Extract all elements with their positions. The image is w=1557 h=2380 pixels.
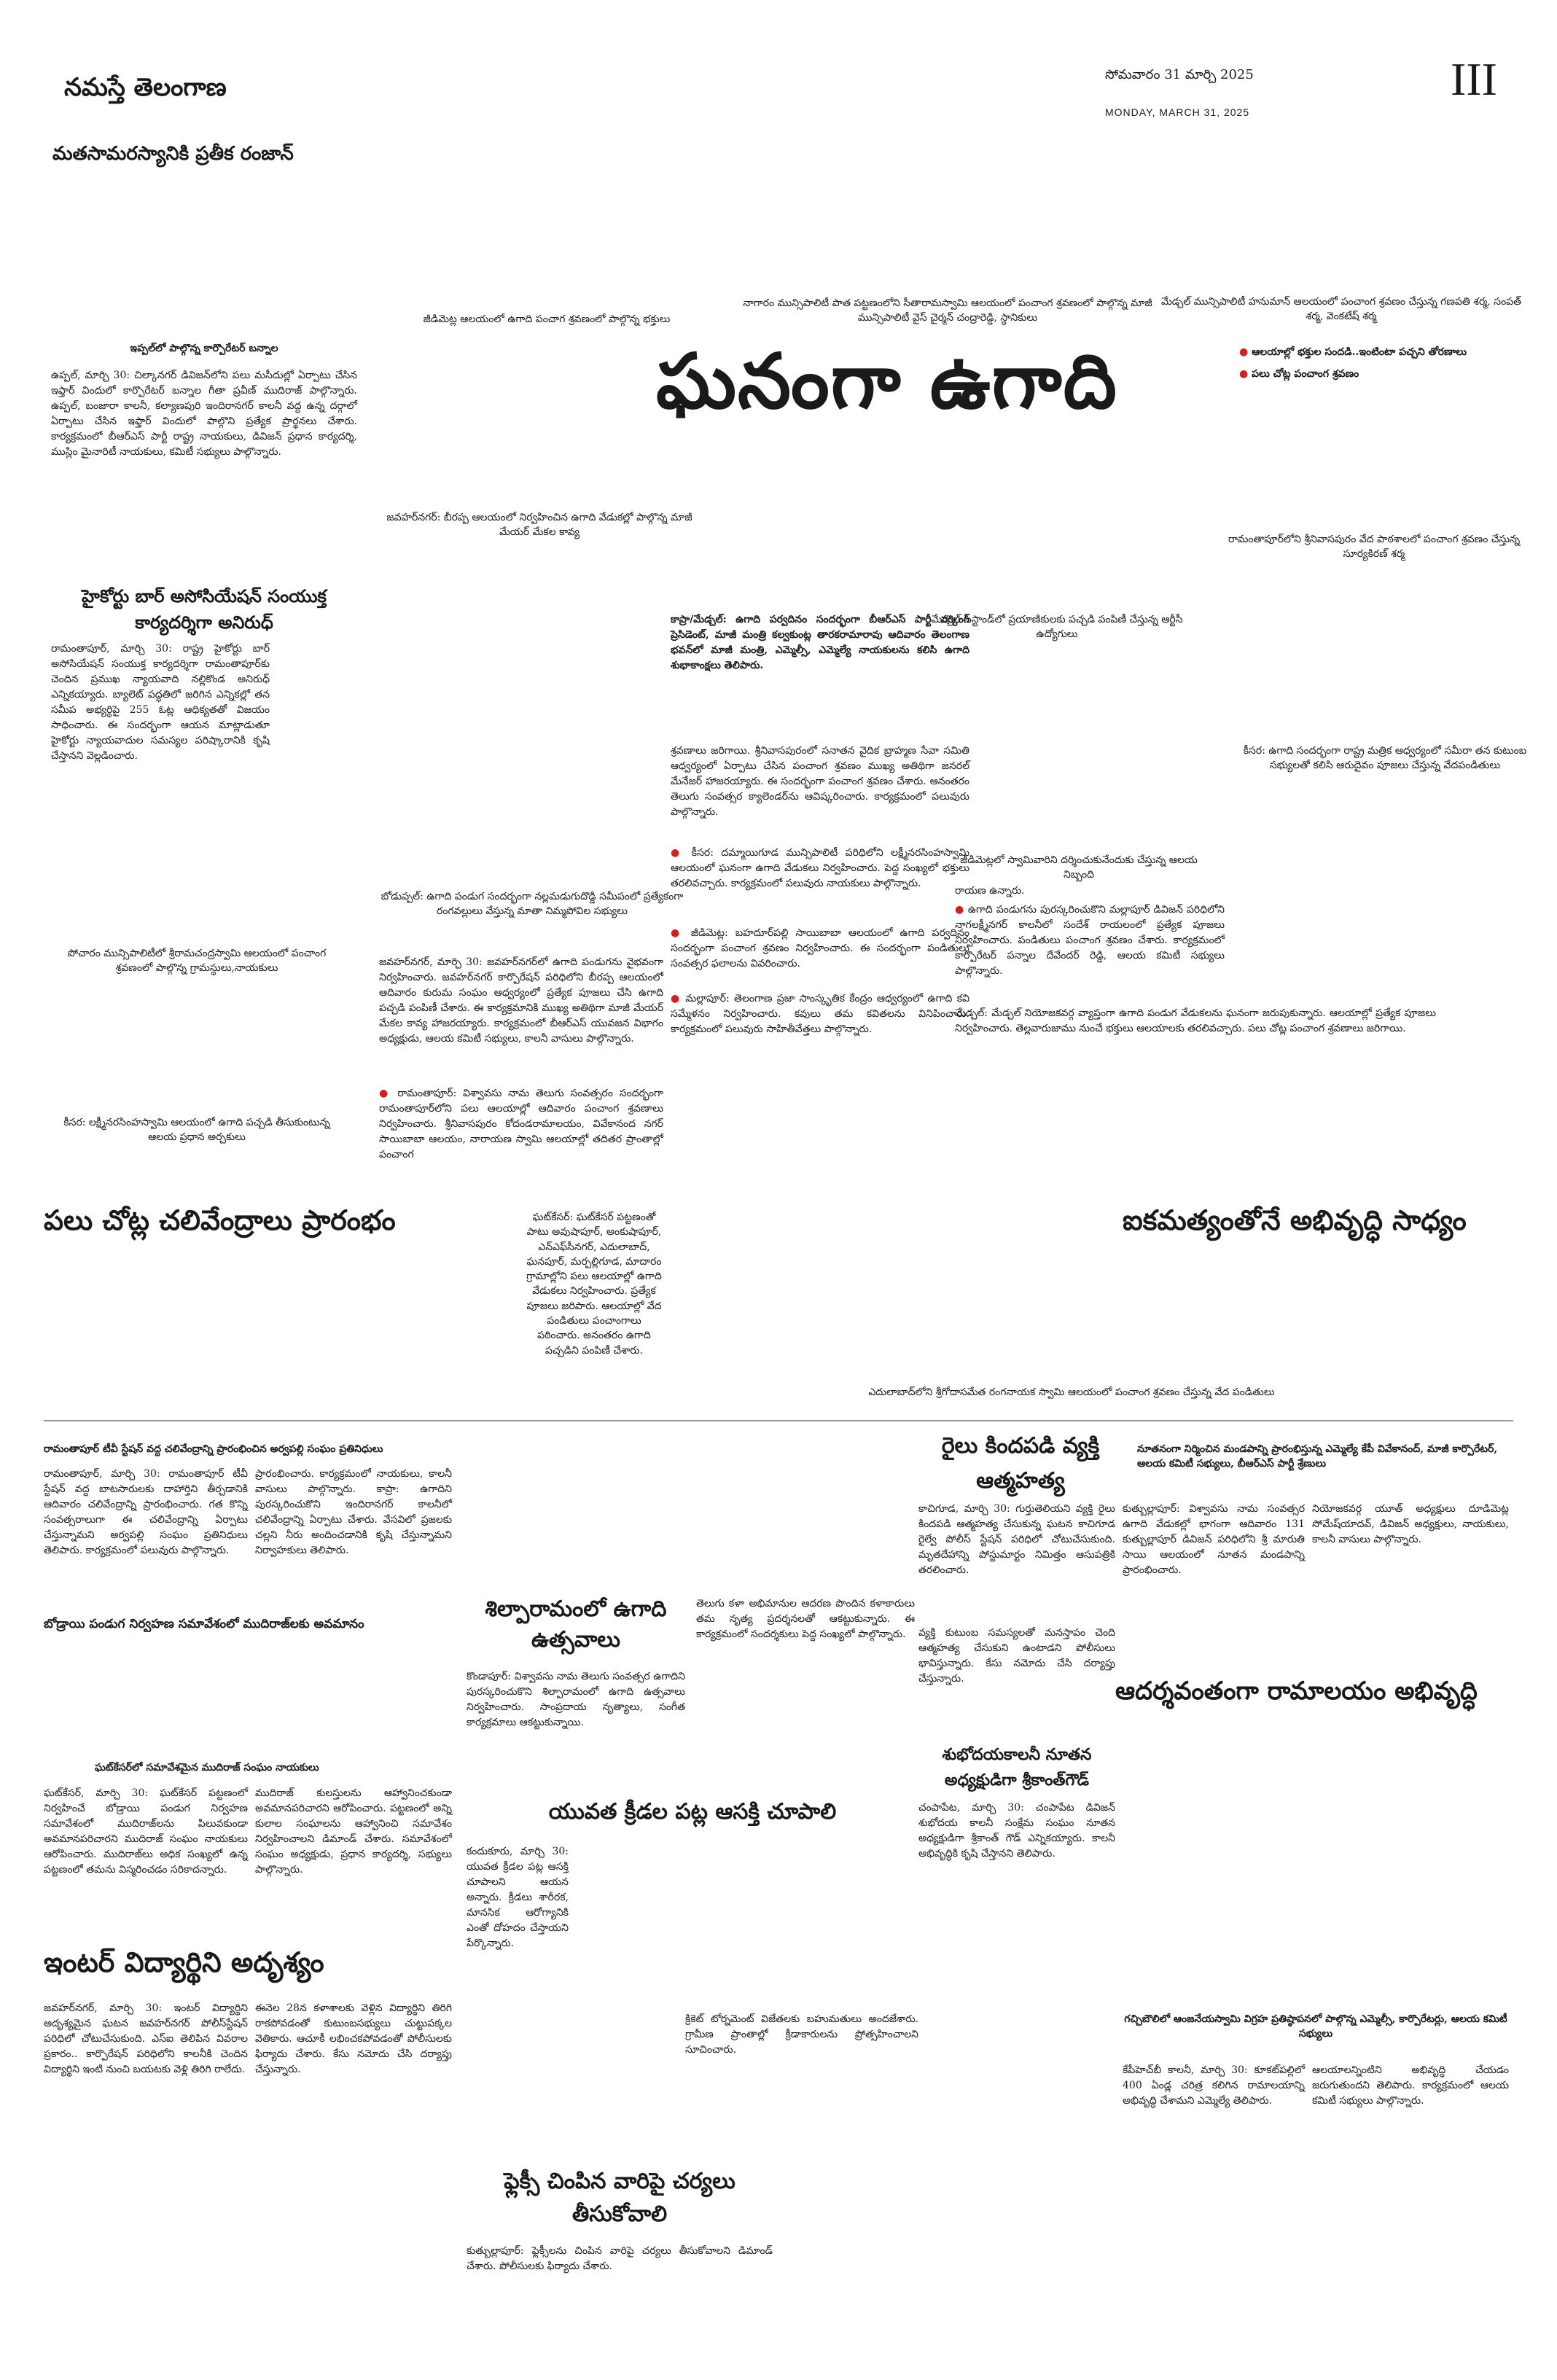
- article-headline: ఇంటర్ విద్యార్థిని అదృశ్యం: [44, 1946, 324, 1978]
- article-body: ఘట్‌కేసర్: ఘట్‌కేసర్ పట్టణంతో పాటు అవుషాపూర్, అంకుషాపూర్, ఎన్ఎఫ్‌సీనగర్, ఎదులాబాద్, ఘనపూర్, మర్పల్లిగూడ, మాదారం గ్రామాల్లోని పలు ఆలయాల్లో ఉగాది వేడుకలు నిర్వహించారు. ప్రత్యేక పూజలు జరిపారు. ఆలయాల్లో వేద పండితులు పంచాంగాలు పఠించారు. అనంతరం ఉగాది పచ్చడిని పంపిణీ చేశారు.: [526, 1212, 662, 1357]
- photo-caption: బోడుప్పల్: ఉగాది పండుగ సందర్భంగా నల్లమడుగుదొడ్డి సమీపంలో ప్రత్యేకంగా రంగవల్లులు వేస్తున్న మాతా నిమ్మపోవిల సభ్యులు: [381, 891, 684, 918]
- article-body: నియోజకవర్గ యూత్ అధ్యక్షులు దూడిమెట్ల సోమేష్‌యాదవ్, డివిజన్ అధ్యక్షులు, నాయకులు, కాలనీ వాసులు పాల్గొన్నారు.: [1312, 1503, 1509, 1545]
- highlight-item: ● పలు చోట్ల పంచాంగ శ్రవణం: [1239, 366, 1359, 382]
- article-headline: శిల్పారామంలో ఉగాది ఉత్సవాలు: [485, 1596, 667, 1653]
- photo-caption: మేడ్చల్ మున్సిపాలిటీ హనుమాన్ ఆలయంలో పంచాంగ శ్రవణం చేస్తున్న గణపతి శర్మ, సంపత్ శర్మ, వెంకటేష్ శర్మ: [1160, 296, 1522, 323]
- date-english: MONDAY, MARCH 31, 2025: [1105, 106, 1250, 118]
- article-body: ● కీసర: దమ్మాయిగూడ మున్సిపాలిటీ పరిధిలోని లక్ష్మీనరసింహస్వామి ఆలయంలో ఘనంగా ఉగాది వేడుకలు నిర్వహించారు. పెద్ద సంఖ్యలో భక్తులు తరలివచ్చారు. కార్యక్రమంలో పలువురు నాయకులు పాల్గొన్నారు.: [671, 846, 969, 891]
- article-body: ఈనెల 28న కళాశాలకు వెళ్లిన విద్యార్థిని తిరిగి రాకపోవడంతో కుటుంబసభ్యులు చుట్టుపక్కల వెతికారు. ఆచూకీ లభించకపోవడంతో పోలీసులకు ఫిర్యాదు చేశారు. కేసు నమోదు చేసి దర్యాప్తు చేస్తున్నారు.: [255, 2002, 452, 2075]
- photo-caption: ఘట్‌కేసర్‌లో సమావేశమైన ముదిరాజ్ సంఘం నాయకులు: [95, 1762, 319, 1774]
- article-body: కుత్బుల్లాపూర్: విశ్వావసు నామ సంవత్సర ఉగాది వేడుకల్లో భాగంగా ఆదివారం 131 కుత్బుల్లాపూర్ డివిజన్ పరిధిలోని శ్రీ మారుతి సాయి ఆలయంలో నూతన మండపాన్ని ప్రారంభించారు.: [1123, 1503, 1305, 1576]
- article-headline: యువత క్రీడల పట్ల ఆసక్తి చూపాలి: [548, 1799, 837, 1825]
- photo-caption: రామంతాపూర్‌లోని శ్రీనివాసపురం వేద పాఠశాలలో పంచాంగ శ్రవణం చేస్తున్న సూర్యకిరణ్ శర్మ: [1228, 534, 1521, 561]
- photo-caption: మేడ్చల్ బస్టాండ్‌లో ప్రయాణికులకు పచ్చడి పంపిణీ చేస్తున్న ఆర్టీసీ ఉద్యోగులు: [931, 614, 1183, 641]
- article-headline: పలు చోట్ల చలివేంద్రాలు ప్రారంభం: [44, 1204, 396, 1236]
- masthead: నమస్తే తెలంగాణ: [64, 73, 227, 102]
- page-number: III: [1451, 53, 1497, 105]
- article-headline: ఆదర్శవంతంగా రామాలయం అభివృద్ధి: [1115, 1677, 1478, 1706]
- photo-caption: నూతనంగా నిర్మించిన మండపాన్ని ప్రారంభిస్తున్న ఎమ్మెల్యే కేపీ వివేకానంద్, మాజీ కార్పొరేటర్, ఆలయ కమిటీ సభ్యులు, బీఆర్ఎస్ పార్టీ శ్రేణులు: [1137, 1443, 1498, 1470]
- article-body: ● రామంతాపూర్: విశ్వావసు నామ తెలుగు సంవత్సరం సందర్భంగా రామంతాపూర్‌లోని పలు ఆలయాల్లో ఆదివారం పంచాంగ శ్రవణాలు నిర్వహించారు. శ్రీనివాసపురం కోదండరామాలయం, వివేకానంద నగర్ సాయిబాబా ఆలయం, నారాయణ స్వామి ఆలయాల్లో తదితర ప్రాంతాల్లో పంచాంగ: [379, 1086, 663, 1163]
- photo-caption: ఎదులాబాద్‌లోని శ్రీగోదాసమేత రంగనాయక స్వామి ఆలయంలో పంచాంగ శ్రవణం చేస్తున్న వేద పండితులు: [868, 1386, 1275, 1398]
- photo-area: [576, 1844, 802, 1983]
- article-body: వ్యక్తి కుటుంబ సమస్యలతో మనస్తాపం చెంది ఆత్మహత్య చేసుకుని ఉంటాడని పోలీసులు భావిస్తున్నారు. కేసు నమోదు చేసి దర్యాప్తు చేస్తున్నారు.: [918, 1627, 1115, 1685]
- article-body: ప్రారంభించారు. కార్యక్రమంలో నాయకులు, కాలనీ వాసులు పాల్గొన్నారు. కాప్రా: ఉగాదిని పురస్కరించుకొని ఇందిరానగర్ కాలనీలో చలివేంద్రాన్ని ఏర్పాటు చేశారు. వేసవిలో ప్రజలకు చల్లని నీరు అందించడానికి కృషి చేస్తున్నామని నిర్వాహకులు తెలిపారు.: [255, 1468, 452, 1556]
- article-lead: కాప్రా/మేడ్చల్: ఉగాది పర్వదినం సందర్భంగా బీఆర్ఎస్ పార్టీ వర్కింగ్ ప్రెసిడెంట్, మాజీ మంత్రి కల్వకుంట్ల తారకరామారావు ఆదివారం తెలంగాణ భవన్‌లో మాజీ మంత్రి, ఎమ్మెల్సీ, ఎమ్మెల్యే నాయకులను కలిసి ఉగాది శుభాకాంక్షలు తెలిపారు.: [671, 614, 969, 671]
- article-body: ● ఉగాది పండుగను పురస్కరించుకొని మల్లాపూర్ డివిజన్ పరిధిలోని నాగలక్ష్మీనగర్ కాలనీలో సందేశ్ రాయలంలో ప్రత్యేక పూజలు నిర్వహించారు. పండితులు పంచాంగ శ్రవణం చేశారు. కార్యక్రమంలో కార్పొరేటర్ పన్నాల దేవేందర్ రెడ్డి, ఆలయ కమిటీ సభ్యులు పాల్గొన్నారు.: [955, 902, 1225, 979]
- article-body: ● జీడిమెట్ల: బహదూర్‌పల్లి సాయిబాబా ఆలయంలో ఉగాది పర్వదినం సందర్భంగా పంచాంగ శ్రవణం నిర్వహించారు. ఈ సందర్భంగా పండితులు సంవత్సర ఫలాలను వివరించారు.: [671, 926, 969, 972]
- photo-caption: గచ్చిబౌలిలో ఆంజనేయస్వామి విగ్రహ ప్రతిష్ఠాపనలో పాల్గొన్న ఎమ్మెల్సీ, కార్పొరేటర్లు, ఆలయ కమిటీ సభ్యులు: [1124, 2013, 1507, 2040]
- article-body: జవహర్‌నగర్, మార్చి 30: ఇంటర్ విద్యార్థిని అదృశ్యమైన ఘటన జవహర్‌నగర్ పోలీస్‌స్టేషన్ పరిధిలో చోటుచేసుకుంది. ఎస్ఐ తెలిపిన వివరాల ప్రకారం.. కార్పొరేషన్ పరిధిలోని కాలనీకి చెందిన విద్యార్థిని ఇంటి నుంచి బయటకు వెళ్లి తిరిగి రాలేదు.: [44, 2002, 248, 2075]
- article-headline: ఫ్లెక్సీ చింపిన వారిపై చర్యలు తీసుకోవాలి: [504, 2169, 735, 2227]
- photo-caption: ఇప్పల్‌లో పాల్గొన్న కార్పొరేటర్ బన్నాల: [130, 343, 278, 354]
- article-headline: శుభోదయకాలనీ నూతన అధ్యక్షుడిగా శ్రీకాంత్‌గౌడ్: [942, 1746, 1092, 1790]
- article-body: కందుకూరు, మార్చి 30: యువత క్రీడల పట్ల ఆసక్తి చూపాలని ఆయన అన్నారు. క్రీడలు శారీరక, మానసిక ఆరోగ్యానికి ఎంతో దోహదం చేస్తాయని పేర్కొన్నారు.: [467, 1846, 569, 1949]
- article-body: చంపాపేట, మార్చి 30: చంపాపేట డివిజన్ శుభోదయ కాలనీ సంక్షేమ సంఘం నూతన అధ్యక్షుడిగా శ్రీకాంత్ గౌడ్ ఎన్నికయ్యారు. కాలనీ అభివృద్ధికి కృషి చేస్తానని తెలిపారు.: [918, 1802, 1115, 1860]
- article-body: ముదిరాజ్ కులస్తులను ఆహ్వానించకుండా అవమానపరిచారని ఆరోపించారు. పట్టణంలో అన్ని కులాల సంఘాలను ఆహ్వానించి సమావేశం నిర్వహించాలని డిమాండ్ చేశారు. సమావేశంలో సంఘం అధ్యక్షుడు, ప్రధాన కార్యదర్శి, సభ్యులు పాల్గొన్నారు.: [255, 1787, 452, 1876]
- photo-caption: రామంతాపూర్ టీవీ స్టేషన్ వద్ద చలివేంద్రాన్ని ప్రారంభించిన అర్వపల్లి సంఘం ప్రతినిధులు: [44, 1443, 383, 1455]
- photo-caption: జవహర్‌నగర్: బీరప్ప ఆలయంలో నిర్వహించిన ఉగాది వేడుకల్లో పాల్గొన్న మాజీ మేయర్ మేకల కావ్య: [386, 512, 692, 539]
- article-body: కాచిగూడ, మార్చి 30: గుర్తుతెలియని వ్యక్తి రైలు కిందపడి ఆత్మహత్య చేసుకున్న ఘటన కాచిగూడ రైల్వే పోలీస్ స్టేషన్ పరిధిలో చోటుచేసుకుంది. మృతదేహాన్ని పోస్టుమార్టం నిమిత్తం ఆసుపత్రికి తరలించారు.: [918, 1503, 1115, 1576]
- highlight-item: ● ఆలయాల్లో భక్తుల సందడి..ఇంటింటా పచ్చని తోరణాలు: [1239, 344, 1467, 360]
- article-body: కేపీహెచ్‌బీ కాలనీ, మార్చి 30: కూకట్‌పల్లిలో 400 ఏండ్ల చరిత్ర కలిగిన రామాలయాన్ని అభివృద్ధి చేశామని ఎమ్మెల్యే తెలిపారు.: [1123, 2064, 1305, 2107]
- article-body: రామంతాపూర్, మార్చి 30: రామంతాపూర్ టీవీ స్టేషన్ వద్ద బాటసారులకు దాహార్తిని తీర్చడానికి ఆదివారం చలివేంద్రాన్ని ప్రారంభించారు. గత కొన్ని సంవత్సరాలుగా ఈ చలివేంద్రాన్ని ఏర్పాటు చేస్తున్నామని అర్వపల్లి సంఘం ప్రతినిధులు తెలిపారు. కార్యక్రమంలో పలువురు పాల్గొన్నారు.: [44, 1468, 248, 1556]
- photo-caption: జీడిమెట్లలో స్వామివారిని దర్శించుకునేందుకు చేస్తున్న ఆలయ నిబ్బంది: [960, 854, 1198, 881]
- article-body: ఉప్పల్, మార్చి 30: చిల్కానగర్ డివిజన్‌లోని పలు మసీదుల్లో ఏర్పాటు చేసిన ఇఫ్తార్ విందులో కార్పొరేటర్ బన్నాల గీతా ప్రవీణ్ ముదిరాజ్ పాల్గొన్నారు. ఉప్పల్, బంజారా కాలనీ, కల్యాణపురి ఇందిరానగర్ కాలనీ వద్ద ఉన్న దర్గాలో ఏర్పాటు చేసిన ఇఫ్తార్ విందులో పాల్గొని ప్రత్యేక ప్రార్థనలు చేశారు. కార్యక్రమంలో బీఆర్ఎస్ పార్టీ రాష్ట్ర నాయకులు, డివిజన్ ప్రధాన కార్యదర్శి, ముస్లిం మైనారిటీ నాయకులు, కమిటీ సభ్యులు పాల్గొన్నారు.: [51, 370, 357, 458]
- article-headline: రైలు కిందపడి వ్యక్తి ఆత్మహత్య: [941, 1433, 1100, 1494]
- article-headline: హైకోర్టు బార్ అసోసియేషన్ సంయుక్త కార్యదర్శిగా అనిరుధ్: [82, 586, 327, 633]
- section-subtitle: మతసామరస్యానికి ప్రతీక రంజాన్: [52, 143, 294, 165]
- article-body: మేడ్చల్: మేడ్చల్ నియోజకవర్గ వ్యాప్తంగా ఉగాది పండుగ వేడుకలను ఘనంగా జరుపుకున్నారు. ఆలయాల్లో ప్రత్యేక పూజలు నిర్వహించారు. తెల్లవారుజాము నుంచే భక్తులు ఆలయాలకు తరలివచ్చారు. పలు చోట్ల పంచాంగ శ్రవణాలు జరిగాయి.: [955, 1007, 1436, 1034]
- divider: [44, 1420, 1513, 1421]
- photo-caption: కీసర: ఉగాది సందర్భంగా రాష్ట్ర మత్రిక ఆధ్వర్యంలో సమీరా తన కుటుంబ సభ్యులతో కలిసి ఆరుదైవం పూజలు చేస్తున్న వేదపండితులు: [1243, 745, 1527, 772]
- main-headline: ఘనంగా ఉగాది: [656, 337, 1118, 426]
- article-headline: ఐకమత్యంతోనే అభివృద్ధి సాధ్యం: [1123, 1204, 1467, 1236]
- photo-area: [44, 182, 364, 343]
- article-body: ఆలయాలన్నింటిని అభివృద్ధి చేయడం జరుగుతుందని తెలిపారు. కార్యక్రమంలో ఆలయ కమిటీ సభ్యులు పాల్గొన్నారు.: [1312, 2064, 1509, 2107]
- article-headline: బోడ్రాయి పండుగ నిర్వహణ సమావేశంలో ముదిరాజ్‌లకు అవమానం: [44, 1617, 364, 1631]
- article-body: కొండాపూర్: విశ్వావసు నామ తెలుగు సంవత్సర ఉగాదిని పురస్కరించుకొని శిల్పారామంలో ఉగాది ఉత్సవాలు నిర్వహించారు. సాంప్రదాయ నృత్యాలు, సంగీత కార్యక్రమాలు ఆకట్టుకున్నాయి.: [467, 1671, 685, 1728]
- photo-caption: నాగారం మున్సిపాలిటీ పాత పట్టణంలోని సీతారామస్వామి ఆలయంలో పంచాంగ శ్రవణంలో పాల్గొన్న మాజీ మున్సిపాలిటీ వైస్ చైర్మన్ చంద్రారెడ్డి, స్థానికులు: [743, 297, 1152, 324]
- photo-area: [44, 1640, 467, 1749]
- article-body: ఘట్‌కేసర్, మార్చి 30: ఘట్‌కేసర్ పట్టణంలో నిర్వహించే బోడ్రాయి పండుగ నిర్వహణ సమావేశంలో ముదిరాజ్‌లను పిలువకుండా అవమానపరిచారని ముదిరాజ్ సంఘం నాయకులు ఆరోపించారు. ముదిరాజ్‌లు అధిక సంఖ్యలో ఉన్న పట్టణంలో తమను విస్మరించడం సరికాదన్నారు.: [44, 1787, 248, 1876]
- article-body: ● మల్లాపూర్: తెలంగాణ ప్రజా సాంస్కృతిక కేంద్రం ఆధ్వర్యంలో ఉగాది కవి సమ్మేళనం నిర్వహించారు. కవులు తమ కవితలను వినిపించారు. కార్యక్రమంలో పలువురు సాహితీవేత్తలు పాల్గొన్నారు.: [671, 991, 969, 1037]
- article-body: రామంతాపూర్, మార్చి 30: రాష్ట్ర హైకోర్టు బార్ అసోసియేషన్ సంయుక్త కార్యదర్శిగా రామంతాపూర్‌కు చెందిన ప్రముఖ న్యాయవాది నల్లికొండ అనిరుధ్ ఎన్నికయ్యారు. బ్యాలెట్ పద్ధతిలో జరిగిన ఎన్నికల్లో తన సమీప అభ్యర్థిపై 255 ఓట్ల ఆధిక్యతతో విజయం సాధించారు. ఈ సందర్భంగా ఆయన మాట్లాడుతూ హైకోర్టు న్యాయవాదుల సమస్యల పరిష్కారానికి కృషి చేస్తానని వెల్లడించారు.: [51, 643, 270, 762]
- photo-caption: కీసర: లక్ష్మీనరసింహస్వామి ఆలయంలో ఉగాది పచ్చడి తీసుకుంటున్న ఆలయ ప్రధాన అర్చకులు: [63, 1117, 330, 1144]
- article-body: తెలుగు కళా అభిమానుల ఆదరణ పొందిన కళాకారులు తమ నృత్య ప్రదర్శనలతో ఆకట్టుకున్నారు. ఈ కార్యక్రమంలో సందర్శకులు పెద్ద సంఖ్యలో పాల్గొన్నారు.: [696, 1598, 915, 1640]
- article-body: రాయణ ఉన్నారు.: [955, 885, 1025, 897]
- photo-caption: పోచారం మున్సిపాలిటీలో శ్రీరామచంద్రస్వామి ఆలయంలో పంచాంగ శ్రవణంలో పాల్గొన్న గ్రామస్థులు,నాయకులు: [67, 948, 327, 975]
- article-body: క్రికెట్ టోర్నమెంట్ విజేతలకు బహుమతులు అందజేశారు. గ్రామీణ ప్రాంతాల్లో క్రీడాకారులను ప్రోత్సహించాలని సూచించారు.: [685, 2013, 918, 2056]
- photo-area: [1123, 1728, 1509, 1997]
- date-telugu: సోమవారం 31 మార్చి 2025: [1105, 67, 1254, 82]
- photo-area: [467, 1429, 831, 1596]
- photo-caption: జీడిమెట్ల ఆలయంలో ఉగాది పంచాగ శ్రవణంలో పాల్గొన్న భక్తులు: [423, 313, 671, 325]
- article-body: శ్రవణాలు జరిగాయి. శ్రీనివాసపురంలో సనాతన వైదిక బ్రాహ్మణ సేవా సమితి ఆధ్వర్యంలో ఏర్పాటు చేసిన పంచాంగ శ్రవణం ముఖ్య అతిథిగా జనరల్ మేనేజర్ హాజరయ్యారు. ఈ సందర్భంగా పంచాంగ శ్రవణం చేశారు. ఆనంతరం తెలుగు సంవత్సర క్యాలెండర్‌ను ఆవిష్కరించారు. కార్యక్రమంలో పలువురు పాల్గొన్నారు.: [671, 745, 969, 818]
- article-body: కుత్బుల్లాపూర్: ఫ్లెక్సీలను చింపిన వారిపై చర్యలు తీసుకోవాలని డిమాండ్ చేశారు. పోలీసులకు ఫిర్యాదు చేశారు.: [467, 2245, 773, 2272]
- article-body: జవహర్‌నగర్, మార్చి 30: జవహర్‌నగర్‌లో ఉగాది పండుగను వైభవంగా నిర్వహించారు. జవహర్‌నగర్ కార్పొరేషన్ పరిధిలోని బీరప్ప ఆలయంలో ఆదివారం కురుమ సంఘం ఆధ్వర్యంలో ప్రత్యేక పూజలు చేసి ఉగాది పచ్చడి పంపిణీ చేశారు. ఈ కార్యక్రమానికి ముఖ్య అతిథిగా మాజీ మేయర్ మేకల కావ్య హాజరయ్యారు. కార్యక్రమంలో బీఆర్ఎస్ యువజన విభాగం అధ్యక్షుడు, ఆలయ కమిటీ సభ్యులు, కాలనీ వాసులు పాల్గొన్నారు.: [379, 956, 663, 1045]
